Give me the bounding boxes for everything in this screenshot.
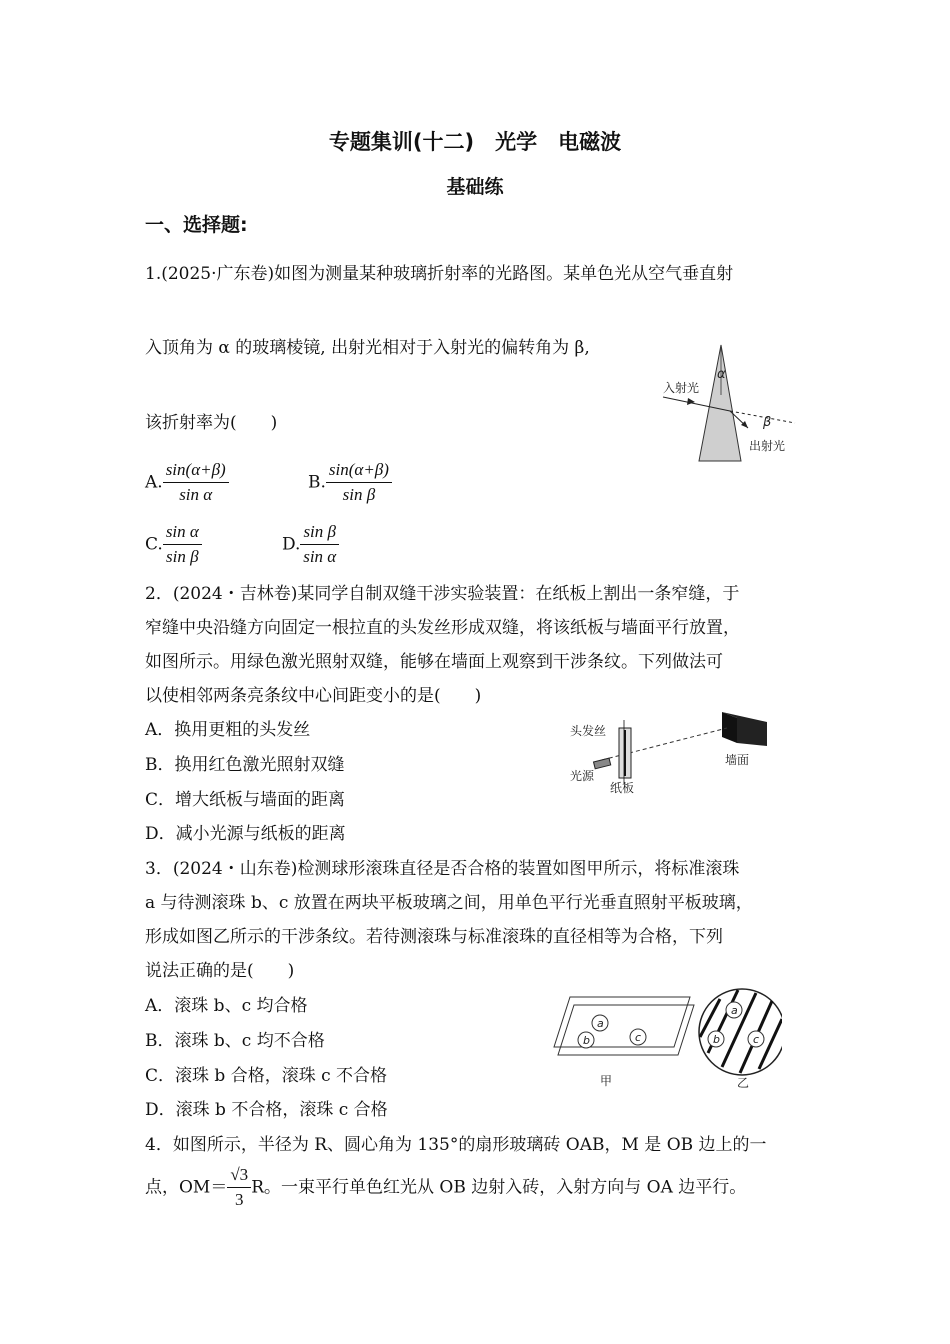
q1-option-a-label: A.: [145, 472, 163, 493]
q1-option-c-den: sin β: [166, 547, 199, 566]
label-yi: 乙: [737, 1076, 750, 1090]
q4-fraction-num: √3: [227, 1165, 251, 1188]
q4-line2-pre: 点，OM＝: [145, 1177, 228, 1198]
exit-label: 出射光: [749, 439, 786, 453]
q2-option-d[interactable]: D．减小光源与纸板的距离: [145, 824, 346, 844]
q2-line2: 窄缝中央沿缝方向固定一根拉直的头发丝形成双缝，将该纸板与墙面平行放置，: [145, 618, 740, 638]
source-shape: [594, 758, 611, 769]
q1-option-a[interactable]: [145, 460, 229, 505]
q1-option-d-fraction: [300, 522, 339, 567]
q1-option-b[interactable]: [308, 460, 392, 505]
q2-line4: 以使相邻两条亮条纹中心间距变小的是( ): [145, 686, 482, 706]
page-subtitle: 基础练: [446, 176, 504, 198]
q4-fraction: [227, 1165, 251, 1210]
label-c-jia: c: [635, 1031, 642, 1044]
double-slit-figure: [562, 708, 777, 798]
q2-line1: 2．(2024・吉林卷)某同学自制双缝干涉实验装置：在纸板上割出一条窄缝，于: [145, 584, 740, 604]
q1-option-c-fraction: [163, 522, 202, 567]
rollers-figure: [552, 985, 782, 1090]
q1-option-a-fraction: [163, 460, 229, 505]
q2-option-b[interactable]: B．换用红色激光照射双缝: [145, 755, 345, 775]
q1-option-c-label: C.: [145, 534, 163, 555]
q1-option-b-den: sin β: [342, 485, 376, 504]
q2-line3: 如图所示。用绿色激光照射双缝，能够在墙面上观察到干涉条纹。下列做法可: [145, 652, 723, 672]
beta-label: β: [763, 415, 772, 430]
label-a-yi: a: [731, 1004, 738, 1017]
q1-option-b-fraction: [326, 460, 392, 505]
q4-line2-post: R。一束平行单色红光从 OB 边射入砖，入射方向与 OA 边平行。: [251, 1177, 747, 1198]
q1-option-c[interactable]: [145, 522, 202, 567]
q1-option-d[interactable]: [282, 522, 339, 567]
q2-option-a[interactable]: A．换用更粗的头发丝: [145, 720, 311, 740]
q4-line1: 4．如图所示，半径为 R、圆心角为 135°的扇形玻璃砖 OAB，M 是 OB 边上的一: [145, 1135, 767, 1155]
label-b-jia: b: [583, 1034, 590, 1047]
q3-line3: 形成如图乙所示的干涉条纹。若待测滚珠与标准滚珠的直径相等为合格，下列: [145, 927, 723, 947]
q1-option-d-num: sin β: [300, 522, 339, 545]
page-title: 专题集训(十二) 光学 电磁波: [328, 130, 622, 154]
q3-line1: 3．(2024・山东卷)检测球形滚珠直径是否合格的装置如图甲所示，将标准滚珠: [145, 859, 740, 879]
q1-option-a-den: sin α: [179, 485, 213, 504]
q3-option-d[interactable]: D．滚珠 b 不合格，滚珠 c 合格: [145, 1100, 388, 1120]
q1-line1: 1.(2025·广东卷)如图为测量某种玻璃折射率的光路图。某单色光从空气垂直射: [145, 264, 734, 284]
q1-line2: 入顶角为 α 的玻璃棱镜, 出射光相对于入射光的偏转角为 β,: [145, 338, 590, 358]
q1-option-b-num: sin(α+β): [326, 460, 392, 483]
alpha-label: α: [717, 367, 726, 382]
q3-line4: 说法正确的是( ): [145, 961, 295, 981]
incident-label: 入射光: [663, 381, 700, 395]
section-heading: 一、选择题:: [145, 214, 248, 236]
label-a-jia: a: [597, 1017, 604, 1030]
hair-label: 头发丝: [570, 724, 607, 738]
label-c-yi: c: [753, 1033, 760, 1046]
source-label: 光源: [570, 769, 595, 783]
q1-option-d-label: D.: [282, 534, 301, 555]
q3-option-c[interactable]: C．滚珠 b 合格，滚珠 c 不合格: [145, 1066, 388, 1086]
q1-option-b-label: B.: [308, 472, 326, 493]
q3-line2: a 与待测滚珠 b、c 放置在两块平板玻璃之间，用单色平行光垂直照射平板玻璃，: [145, 893, 753, 913]
q3-option-a[interactable]: A．滚珠 b、c 均合格: [145, 996, 308, 1016]
q4-line2: [145, 1165, 746, 1210]
q1-option-a-num: sin(α+β): [163, 460, 229, 483]
q3-option-b[interactable]: B．滚珠 b、c 均不合格: [145, 1031, 325, 1051]
label-jia: 甲: [600, 1074, 613, 1088]
q1-option-c-num: sin α: [163, 522, 202, 545]
q2-option-c[interactable]: C．增大纸板与墙面的距离: [145, 790, 346, 810]
prism-shape: [699, 345, 741, 461]
incident-arrow-icon: [687, 398, 695, 405]
label-b-yi: b: [713, 1033, 720, 1046]
board-label: 纸板: [610, 781, 635, 795]
wall-label: 墙面: [725, 753, 750, 767]
q1-option-d-den: sin α: [303, 547, 337, 566]
prism-figure: [655, 340, 805, 465]
q4-fraction-den: 3: [235, 1190, 244, 1209]
q1-line3: 该折射率为( ): [145, 413, 278, 433]
